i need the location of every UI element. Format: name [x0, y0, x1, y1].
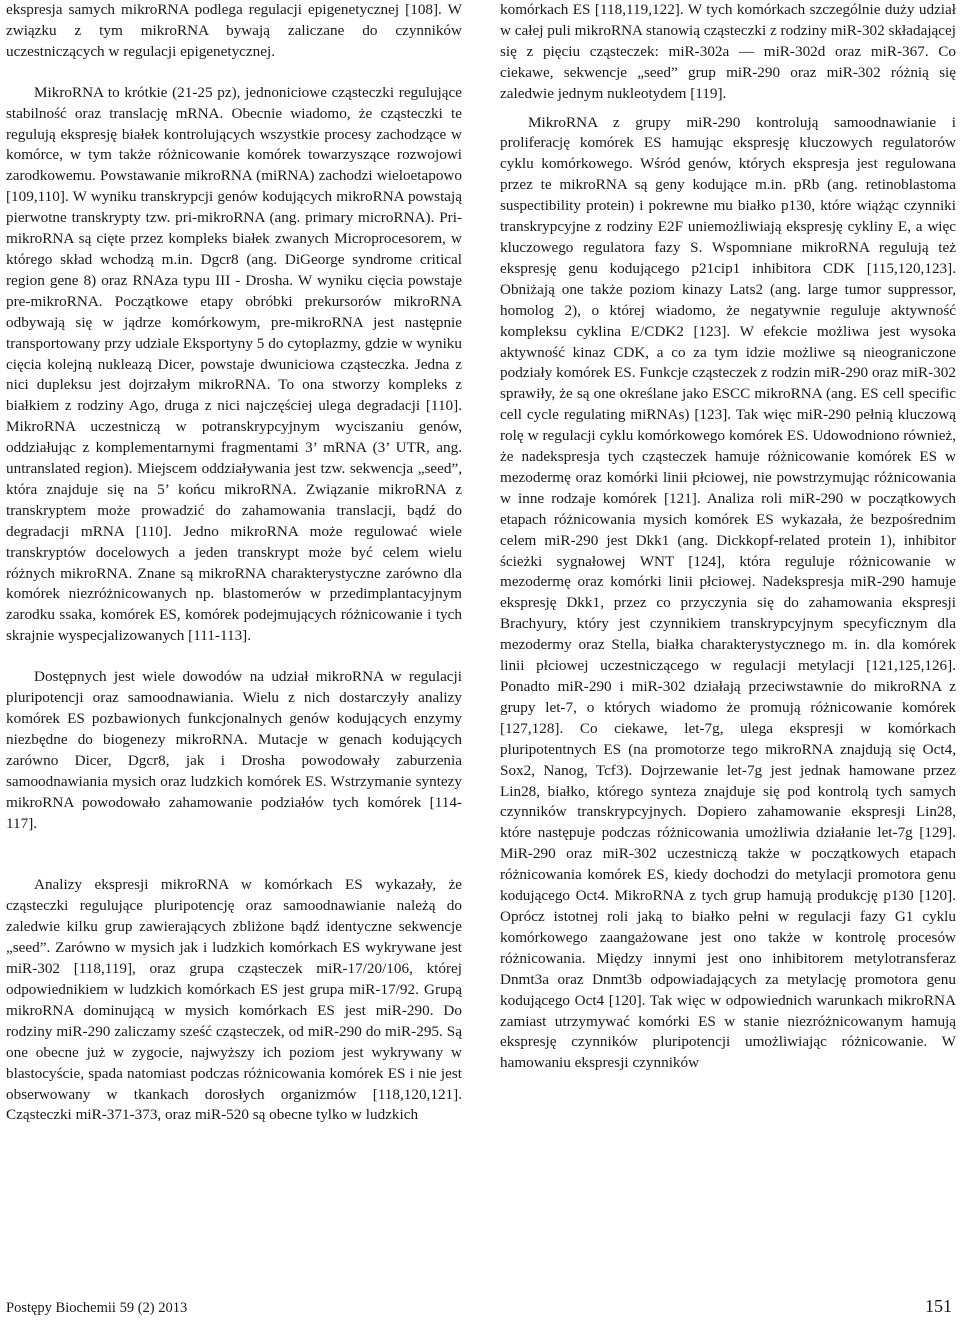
paragraph-analysis: Analizy ekspresji mikroRNA w komórkach ES wykazały, że cząsteczki regulujące pluripotencję oraz samoodnawianie należą do zaledwie kilku grup zawierających zbliżone bądź identyczne sekwencje „seed”. Zarówno w mysich jak i ludzkich komórkach ES wykrywane jest miR-302 [118,119], oraz grupa cząsteczek miR-17/20/106, której odpowiednikiem w ludzkich komórkach ES jest grupa miR-17/92. Grupą mikroRNA dominującą w mysich komórkach ES jest miR-290. Do rodziny miR-290 zaliczamy sześć cząsteczek, od miR-290 do miR-295. Są one obecne już w zygocie, najwyższy ich poziom jest wykrywany w blastocyście, spada natomiast podczas różnicowania komórek ES i nie jest obserwowany w tkankach dorosłych organizmów [118,120,121]. Cząsteczki miR-371-373, oraz miR-520 są obecne tylko w ludzkich: [6, 876, 462, 1124]
paragraph-continuation: komórkach ES [118,119,122]. W tych komórkach szczególnie duży udział w całej puli mikroRNA stanowią cząsteczki z rodziny miR-302 składającej się z pięciu cząsteczek: miR-302a — miR-302d oraz miR-367. Co ciekawe, sekwencje „seed” grup miR-290 oraz miR-302 różnią się zaledwie jednym nukleotydem [119].: [500, 1, 956, 102]
journal-footer: Postępy Biochemii 59 (2) 2013: [6, 1300, 188, 1316]
page-number: 151: [925, 1296, 952, 1316]
paragraph-evidence: Dostępnych jest wiele dowodów na udział mikroRNA w regulacji pluripotencji oraz samoodnawiania. Wielu z nich dostarczyły analizy komórek ES pozbawionych funkcjonalnych genów kodujących enzymy niezbędne do biogenezy mikroRNA. Mutacje w genach kodujących zarówno Dicer, Dgcr8, jak i Drosha powodowały zaburzenia samoodnawiania mysich oraz ludzkich komórek ES. Wstrzymanie syntezy mikroRNA powodowało zahamowanie podziałów tych komórek [114-117].: [6, 668, 462, 832]
paragraph-mirna-intro: MikroRNA to krótkie (21-25 pz), jednoniciowe cząsteczki regulujące stabilność oraz translację mRNA. Obecnie wiadomo, że cząsteczki te regulują ekspresję białek kontrolujących wszystkie procesy zachodzące w komórce, w tym także różnicowanie komórek towarzyszące rozwojowi zarodkowemu. Powstawanie mikroRNA (miRNA) zachodzi wieloetapowo [109,110]. W wyniku transkrypcji genów kodujących mikroRNA powstają pierwotne transkrypty tzw. pri-mikroRNA (ang. primary microRNA). Pri-mikroRNA są cięte przez kompleks białek zwanych Microprocesorem, w którego skład wchodzą m.in. Dgcr8 (ang. DiGeorge syndrome critical region gene 8) oraz RNAza typu III - Drosha. W wyniku cięcia powstaje pre-mikroRNA. Początkowe etapy obróbki prekursorów mikroRNA odbywają się w jądrze komórkowym, pre-mikroRNA jest następnie transportowany przy udziale Eksportyny 5 do cytoplazmy, gdzie w wyniku cięcia kolejną nukleazą Dicer, powstaje dwuniciowa cząsteczka. Jedna z nici dupleksu jest dojrzałym mikroRNA. To ona stworzy kompleks z białkiem z rodziny Ago, druga z nici najczęściej ulega degradacji [110]. MikroRNA uczestniczą w potranskrypcyjnym wyciszaniu genów, oddziałując z komplementarnymi fragmentami 3’ mRNA (3’ UTR, ang. untranslated region). Miejscem oddziaływania jest tzw. sekwencja „seed”, która znajduje się na 5’ końcu mikroRNA. Związanie mikroRNA z transkryptem może prowadzić do zahamowania translacji, bądź do degradacji mRNA [110]. Jedno mikroRNA może regulować wiele transkryptów docelowych a jeden transkrypt może być celem wielu różnych mikroRNA. Znane są mikroRNA charakterystyczne zarówno dla komórek niezróżnicowanych np. blastomerów w przedimplantacyjnym zarodku ssaka, komórek ES, komórek podejmujących różnicowanie i tych skrajnie wyspecjalizowanych [111-113].: [6, 83, 462, 645]
left-column: [6, 0, 462, 1126]
paragraph-continuation: ekspresja samych mikroRNA podlega regulacji epigenetycznej [108]. W związku z tym mikroRNA bywają zaliczane do czynników uczestniczących w regulacji epigenetycznej.: [6, 1, 462, 60]
paragraph-mir290: MikroRNA z grupy miR-290 kontrolują samoodnawianie i proliferację komórek ES hamując ekspresję kluczowych regulatorów cyklu komórkowego. Wśród genów, których ekspresja jest regulowana przez te mikroRNA są geny kodujące m.in. pRb (ang. retinoblastoma suspectibility protein) i pokrewne mu białko p130, które wiążąc czynniki transkrypcyjne z rodziny E2F uniemożliwiają ekspresję cykliny E, a więc kluczowego regulatora fazy S. Wspomniane mikroRNA regulują też ekspresję genu kodującego p21cip1 inhibitora CDK [115,120,123]. Obniżają one także poziom kinazy Lats2 (ang. large tumor suppressor, homolog 2), o której wiadomo, że negatywnie reguluje aktywność kompleksu cyklina E/CDK2 [123]. W efekcie możliwa jest wysoka aktywność kinaz CDK, a co za tym idzie możliwe są nieograniczone podziały komórek ES. Funkcje cząsteczek z rodzin miR-290 oraz miR-302 sprawiły, że są one określane jako ESCC mikroRNA (ang. ES cell specific cell cycle regulating miRNAs) [123]. Tak więc miR-290 pełnią kluczową rolę w regulacji cyklu komórkowego komórek ES. Udowodniono również, że nadekspresja tych cząsteczek hamuje różnicowanie komórek ES w mezodermę oraz komórki linii płciowej, nie powstrzymując różnicowania w inne rodzaje komórek [121]. Analiza roli miR-290 w początkowych etapach różnicowania mysich komórek ES wykazała, że bezpośrednim celem miR-290 jest Dkk1 (ang. Dickkopf-related protein 1), inhibitor ścieżki sygnałowej WNT [124], która reguluje różnicowanie w mezodermę oraz komórki linii płciowej. Nadekspresja miR-290 hamuje ekspresję Dkk1, przez co przyczynia się do zahamowania ekspresji Brachyury, który jest czynnikiem transkrypcyjnym specyficznym dla mezodermy oraz Stella, białka charakterystycznego m. in. dla komórek linii płciowej uczestniczącego w regulacji metylacji [121,125,126]. Ponadto miR-290 i miR-302 działają przeciwstawnie do mikroRNA z grupy let-7, o których wiadomo że promują różnicowanie komórek [127,128]. Co ciekawe, let-7g, ulega ekspresji w komórkach pluripotentnych ES (na promotorze tego mikroRNA znajdują się Oct4, Sox2, Nanog, Tcf3). Dojrzewanie let-7g jest jednak hamowane przez Lin28, białko, którego synteza znajduje się pod kontrolą tych samych czynników transkrypcyjnych. Dopiero zahamowanie ekspresji Lin28, które następuje podczas różnicowania umożliwia działanie let-7g [129]. MiR-290 oraz miR-302 uczestniczą także w początkowych etapach różnicowania komórek ES, kiedy dochodzi do metylacji promotora genu kodującego Oct4. MikroRNA z tych grup hamują produkcję p130 [120]. Oprócz istotnej roli jaką to białko pełni w regulacji fazy G1 cyklu komórkowego zaangażowane jest ono także w kontrolę procesów różnicowania. Między innymi jest ono inhibitorem metylotransferaz Dnmt3a oraz Dnmt3b odpowiadających za metylację promotora genu kodującego Oct4 [120]. Tak więc w odpowiednich warunkach mikroRNA zamiast utrzymywać komórki ES w stanie niezróżnicowanym hamują ekspresję czynników pluripotencji umożliwiając różnicowanie. W hamowaniu ekspresji czynników: [500, 113, 956, 1072]
right-column: [500, 0, 956, 1074]
